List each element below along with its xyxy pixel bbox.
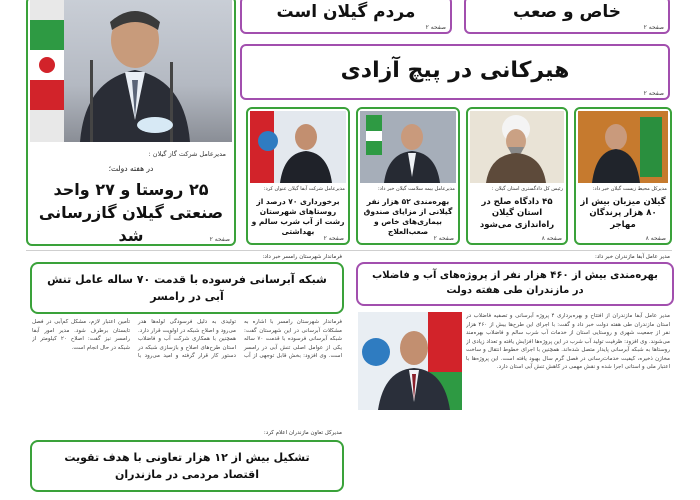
- card-photo: [470, 111, 564, 183]
- card-insurance[interactable]: [356, 107, 460, 245]
- card-title: ۴۵ دادگاه صلح در استان گیلان راه‌اندازی می‌شود: [479, 197, 555, 230]
- banner-headline: هیرکانی در پیچ آزادی: [340, 58, 570, 83]
- page-ref: صفحه ۲: [425, 24, 446, 31]
- story-water-mazandaran[interactable]: [356, 254, 674, 500]
- story-headline-box: [30, 440, 344, 492]
- card-environment[interactable]: [574, 107, 672, 245]
- page-ref: صفحه ۲: [323, 235, 344, 242]
- page-ref: صفحه ۲: [433, 235, 454, 242]
- headline-right: خاص و صعب: [513, 2, 621, 22]
- story-headline: بهره‌مندی بیش از ۴۶۰ هزار نفر از پروژه‌های آب و فاضلاب در مازندران طی هفته دولت: [372, 270, 658, 296]
- story-caption: مدیرکل تعاون مازندران اعلام کرد:: [263, 430, 342, 436]
- feature-caption: مدیرعامل شرکت گاز گیلان :: [148, 150, 226, 158]
- feature-sub: در هفته دولت؛: [108, 164, 154, 173]
- card-caption: رئیس کل دادگستری استان گیلان :: [491, 186, 563, 192]
- story-headline-box: [356, 262, 674, 306]
- feature-gas-story[interactable]: [26, 0, 236, 246]
- story-ramsar[interactable]: [26, 254, 348, 426]
- card-title: بهره‌مندی ۵۲ هزار نفر گیلانی از مزایای صندوق بیماری‌های خاص و صعب‌العلاج: [363, 197, 453, 237]
- story-headline-box: [30, 262, 344, 314]
- page-ref: صفحه ۲: [209, 236, 230, 243]
- card-caption: مدیرکل محیط زیست گیلان خبر داد:: [592, 186, 667, 192]
- card-water-rasht[interactable]: [246, 107, 350, 245]
- official-photo: [358, 312, 462, 410]
- top-story-right[interactable]: [464, 0, 670, 34]
- page-ref: صفحه ۲: [643, 90, 664, 97]
- page-ref: صفحه ۸: [645, 235, 666, 242]
- card-caption: مدیرعامل بیمه سلامت گیلان خبر داد:: [377, 186, 455, 192]
- story-cooperatives[interactable]: [26, 430, 348, 500]
- story-headline: شبکه آبرسانی فرسوده با قدمت ۷۰ ساله عامل تنش آبی در رامسر: [47, 273, 327, 303]
- card-judiciary[interactable]: [466, 107, 568, 245]
- section-divider: [26, 250, 672, 251]
- card-photo: [360, 111, 456, 183]
- story-caption: مدیر عامل آبفا مازندران خبر داد:: [594, 254, 670, 260]
- story-headline: تشکیل بیش از ۱۲ هزار تعاونی با هدف تقویت اقتصاد مردمی در مازندران: [64, 451, 310, 481]
- story-body: مدیر عامل آبفا مازندران از افتتاح و بهره‌برداری ۴ پروژه آبرسانی و تصفیه فاضلاب در استان مازندران طی هفته دولت خبر داد و گفت: با اجرای این طرح‌ها بیش از ۴۶۰ هزار نفر از جمعیت شهری و روستایی استان از خدمات آب شرب سالم و فاضلاب بهره‌مند می‌شوند. وی افزود: ظرفیت تولید آب شرب در این پروژه‌ها افزایش یافته و تعداد زیادی از روستاها به شبکه آبرسانی پایدار متصل شده‌اند. همچنین با اجرای خطوط انتقال و ساخت مخازن ذخیره، کیفیت خدمات‌رسانی در فصل گرم سال بهبود یافته است. این پروژه‌ها با اعتبار ملی و استانی اجرا شده و نقش مهمی در کاهش تنش آبی استان دارد.: [466, 313, 670, 371]
- top-story-middle[interactable]: [240, 0, 452, 34]
- banner-story[interactable]: [240, 44, 670, 100]
- official-portrait-photo: [30, 0, 232, 142]
- page-ref: صفحه ۲: [643, 24, 664, 31]
- card-title: برخورداری ۷۰ درصد از روستاهای شهرستان رشت از آب شرب سالم و بهداشتی: [251, 197, 345, 237]
- story-body: فرماندار شهرستان رامسر با اشاره به مشکلات آبرسانی در این شهرستان گفت: شبکه آبرسانی فرسوده با قدمت ۷۰ ساله یکی از عوامل اصلی تنش آبی در رامسر است. وی افزود: بخش قابل توجهی از آب تولیدی به دلیل فرسودگی لوله‌ها هدر می‌رود و اصلاح شبکه در اولویت قرار دارد. همچنین با همکاری شرکت آب و فاضلاب استان طرح‌های اصلاح و بازسازی شبکه در دستور کار قرار گرفته و امید می‌رود با تأمین اعتبار لازم، مشکل کم‌آبی در فصل تابستان برطرف شود. مدیر امور آبفا رامسر نیز گفت: اصلاح ۲۰ کیلومتر از شبکه در حال انجام است.: [32, 319, 342, 360]
- card-title: گیلان میزبان بیش از ۸۰ هزار پرندگان مهاجر: [580, 197, 666, 230]
- portrait-illustration: [30, 0, 232, 142]
- card-caption: مدیرعامل شرکت آبفا گیلان عنوان کرد:: [263, 186, 345, 192]
- card-photo: [578, 111, 668, 183]
- story-caption: فرماندار شهرستان رامسر خبر داد:: [262, 254, 342, 260]
- card-photo: [250, 111, 346, 183]
- headline-middle: مردم گیلان است: [276, 2, 416, 22]
- page-ref: صفحه ۸: [541, 235, 562, 242]
- feature-headline: ۲۵ روستا و ۲۷ واحد صنعتی گیلان گازرسانی شد: [38, 180, 224, 246]
